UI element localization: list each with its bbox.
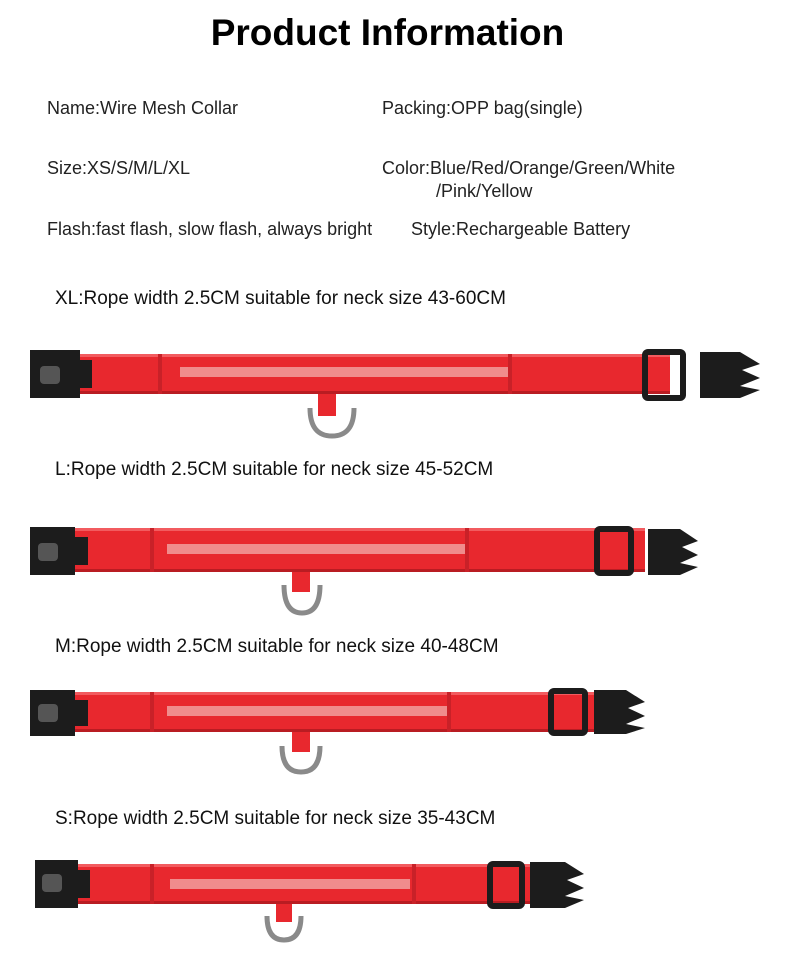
spec-color: Color:Blue/Red/Orange/Green/White (382, 158, 676, 178)
spec-name: Name:Wire Mesh Collar (47, 98, 239, 118)
collar-image-m (0, 682, 790, 802)
spec-size: Size:XS/S/M/L/XL (47, 158, 191, 178)
spec-style: Style:Rechargeable Battery (411, 219, 631, 239)
collar-image-xl (0, 338, 790, 458)
size-label-xl: XL:Rope width 2.5CM suitable for neck size 43-60CM (55, 288, 506, 309)
led-light-strip (170, 879, 410, 889)
spec-color-continued: /Pink/Yellow (436, 181, 533, 201)
buckle-male-icon (648, 529, 698, 575)
collar-m-graphic (0, 682, 790, 792)
size-label-s: S:Rope width 2.5CM suitable for neck size 35-43CM (55, 808, 496, 829)
size-label-l: L:Rope width 2.5CM suitable for neck size 45-52CM (55, 459, 494, 480)
led-light-strip (167, 706, 447, 716)
size-label-m: M:Rope width 2.5CM suitable for neck size 40-48CM (55, 636, 499, 657)
collar-xl-graphic (0, 338, 790, 448)
buckle-male-icon (700, 352, 760, 398)
buckle-male-icon (530, 862, 584, 908)
led-light-strip (167, 544, 465, 554)
collar-l-graphic (0, 515, 790, 625)
collar-image-l (0, 515, 790, 635)
buckle-male-icon (594, 690, 645, 734)
spec-packing: Packing:OPP bag(single) (382, 98, 583, 118)
page-title: Product Information (210, 12, 565, 53)
led-light-strip (180, 367, 508, 377)
collar-s-graphic (0, 852, 790, 962)
collar-image-s (0, 852, 790, 972)
spec-flash: Flash:fast flash, slow flash, always bright (47, 219, 373, 239)
